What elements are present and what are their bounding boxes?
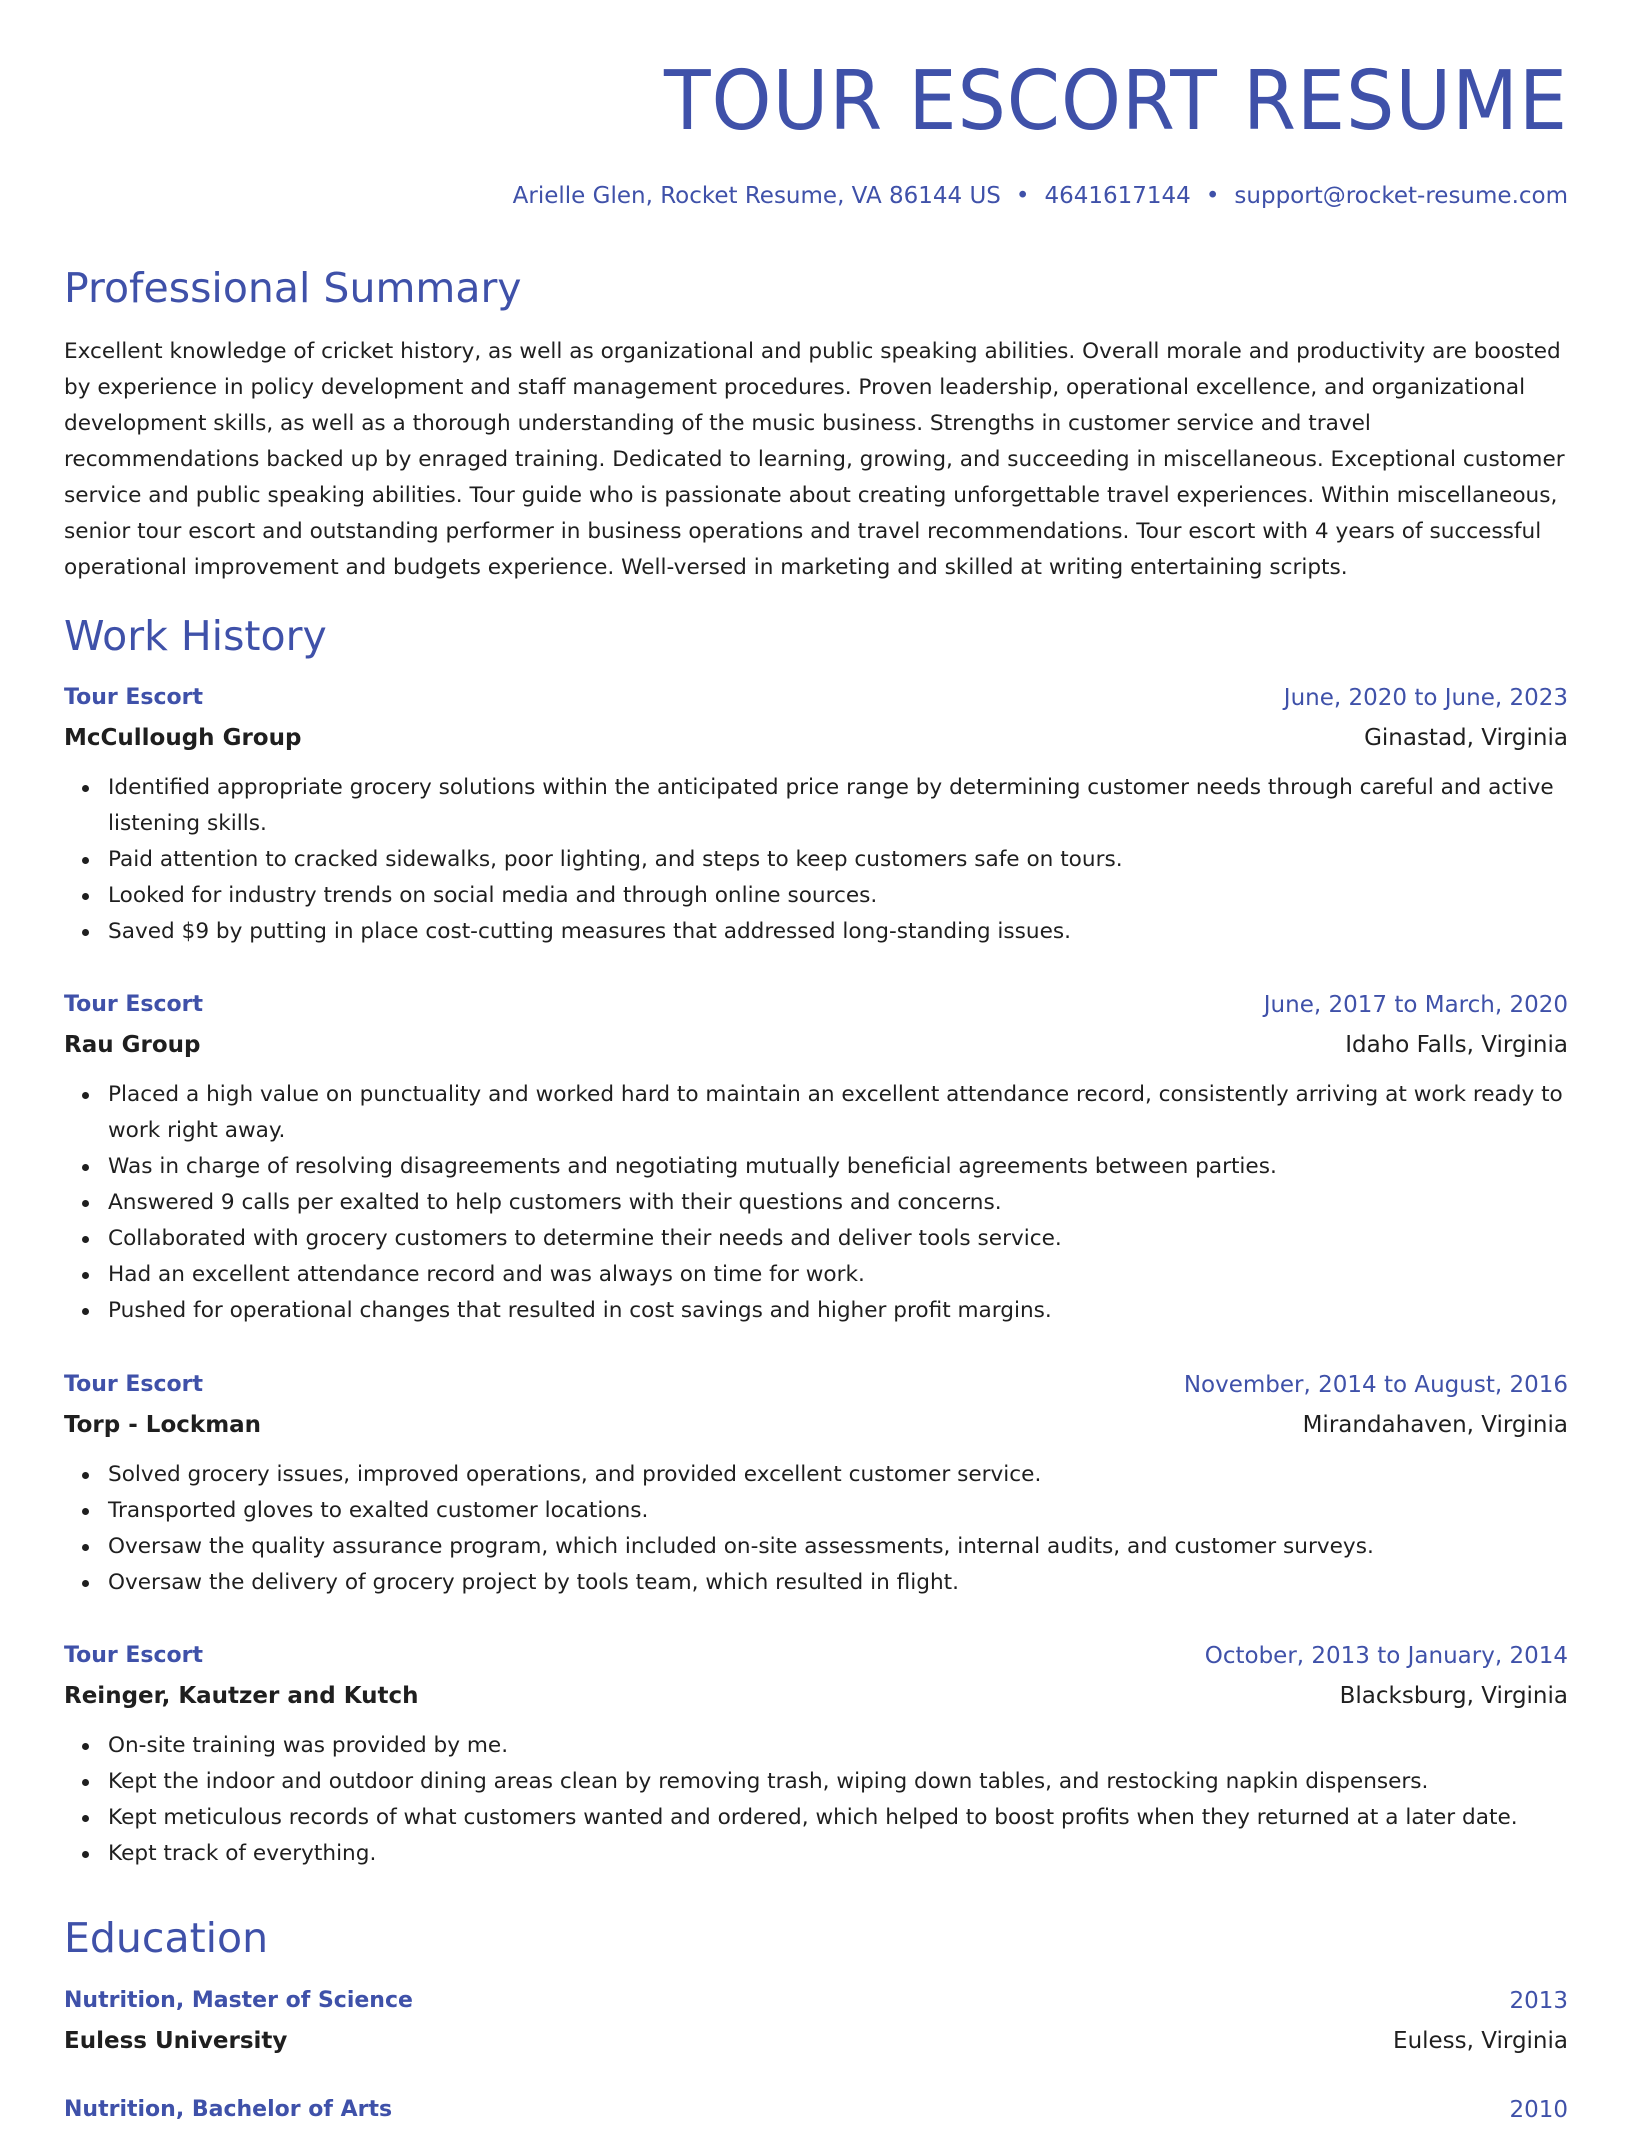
work-history-heading: Work History [64,612,327,660]
education-year: 2013 [1509,1988,1568,2014]
job-location: Idaho Falls, Virginia [1345,1032,1568,1058]
resume-title: TOUR ESCORT RESUME [664,54,1568,149]
job-role: Tour Escort [64,685,204,710]
job-dates: October, 2013 to January, 2014 [1204,1643,1568,1669]
job-company-row [64,718,1568,758]
job-bullet: Collaborated with grocery customers to determine their needs and deliver tools service. [108,1221,1568,1257]
job-bullets [64,1077,1568,1329]
job-header-row [64,1365,1568,1405]
job-bullet: On-site training was provided by me. [108,1728,1568,1764]
job-bullets [64,1728,1568,1872]
education-degree: Nutrition, Bachelor of Arts [64,2097,393,2122]
education-school: Euless University [64,2028,288,2054]
job-bullet: Oversaw the delivery of grocery project by tools team, which resulted in flight. [108,1565,1568,1601]
job-bullet: Transported gloves to exalted customer locations. [108,1493,1568,1529]
education-entry [64,2090,1568,2130]
job-role: Tour Escort [64,1643,204,1668]
job-bullet: Kept the indoor and outdoor dining areas clean by removing trash, wiping down tables, and restocking napkin dispensers. [108,1764,1568,1800]
job-header-row [64,678,1568,718]
job-bullet: Identified appropriate grocery solutions within the anticipated price range by determining customer needs through careful and active listening skills. [108,770,1568,842]
job-header-row [64,985,1568,1025]
job-company: Torp - Lockman [64,1412,262,1438]
job-company-row [64,1676,1568,1716]
education-header-row [64,2090,1568,2130]
job-bullet: Answered 9 calls per exalted to help customers with their questions and concerns. [108,1185,1568,1221]
job-bullet: Pushed for operational changes that resulted in cost savings and higher profit margins. [108,1293,1568,1329]
job-location: Mirandahaven, Virginia [1302,1412,1568,1438]
job-bullet: Placed a high value on punctuality and worked hard to maintain an excellent attendance record, consistently arriving at work ready to work right away. [108,1077,1568,1149]
job-bullet: Kept track of everything. [108,1836,1568,1872]
job-bullet: Had an excellent attendance record and was always on time for work. [108,1257,1568,1293]
education-header-row [64,1981,1568,2021]
job-entry [64,1365,1568,1601]
education-year: 2010 [1509,2097,1568,2123]
summary-text: Excellent knowledge of cricket history, as well as organizational and public speaking abilities. Overall morale and productivity are boosted by experience in policy development and staff management procedures. Proven leadership, operational excellence, and organizational development skills, as well as a thorough understanding of the music business. Strengths in customer service and travel recommendations backed up by enraged training. Dedicated to learning, growing, and succeeding in miscellaneous. Exceptional customer service and public speaking abilities. Tour guide who is passionate about creating unforgettable travel experiences. Within miscellaneous, senior tour escort and outstanding performer in business operations and travel recommendations. Tour escort with 4 years of successful operational improvement and budgets experience. Well-versed in marketing and skilled at writing entertaining scripts. [64,339,1565,580]
job-bullet: Saved $9 by putting in place cost-cutting measures that addressed long-standing issues. [108,914,1568,950]
education-entry [64,1981,1568,2061]
job-company: Reinger, Kautzer and Kutch [64,1683,419,1709]
job-location: Ginastad, Virginia [1364,725,1568,751]
job-bullet: Paid attention to cracked sidewalks, poor lighting, and steps to keep customers safe on tours. [108,842,1568,878]
contact-phone: 4641617144 [1044,183,1191,209]
job-role: Tour Escort [64,992,204,1017]
contact-separator: • [1015,183,1030,209]
contact-address: Arielle Glen, Rocket Resume, VA 86144 US [512,183,1001,209]
contact-line [513,180,1568,212]
job-bullets [64,1457,1568,1601]
education-school-row [64,2021,1568,2061]
job-company-row [64,1025,1568,1065]
job-bullet: Oversaw the quality assurance program, which included on-site assessments, internal audits, and customer surveys. [108,1529,1568,1565]
job-dates: November, 2014 to August, 2016 [1183,1372,1568,1398]
job-location: Blacksburg, Virginia [1339,1683,1568,1709]
job-entry [64,985,1568,1329]
job-header-row [64,1636,1568,1676]
job-dates: June, 2017 to March, 2020 [1263,992,1568,1018]
job-bullet: Kept meticulous records of what customers wanted and ordered, which helped to boost profits when they returned at a later date. [108,1800,1568,1836]
job-bullet: Was in charge of resolving disagreements and negotiating mutually beneficial agreements between parties. [108,1149,1568,1185]
job-company: Rau Group [64,1032,201,1058]
job-bullet: Looked for industry trends on social media and through online sources. [108,878,1568,914]
contact-separator: • [1205,183,1220,209]
job-company-row [64,1405,1568,1445]
job-bullet: Solved grocery issues, improved operations, and provided excellent customer service. [108,1457,1568,1493]
summary-heading: Professional Summary [64,264,522,312]
education-degree: Nutrition, Master of Science [64,1988,413,2013]
contact-email[interactable]: support@rocket-resume.com [1234,183,1568,209]
job-entry [64,1636,1568,1872]
job-bullets [64,770,1568,950]
job-dates: June, 2020 to June, 2023 [1283,685,1568,711]
education-location: Euless, Virginia [1393,2028,1568,2054]
job-entry [64,678,1568,950]
education-heading: Education [64,1914,269,1962]
job-role: Tour Escort [64,1372,204,1397]
job-company: McCullough Group [64,725,302,751]
